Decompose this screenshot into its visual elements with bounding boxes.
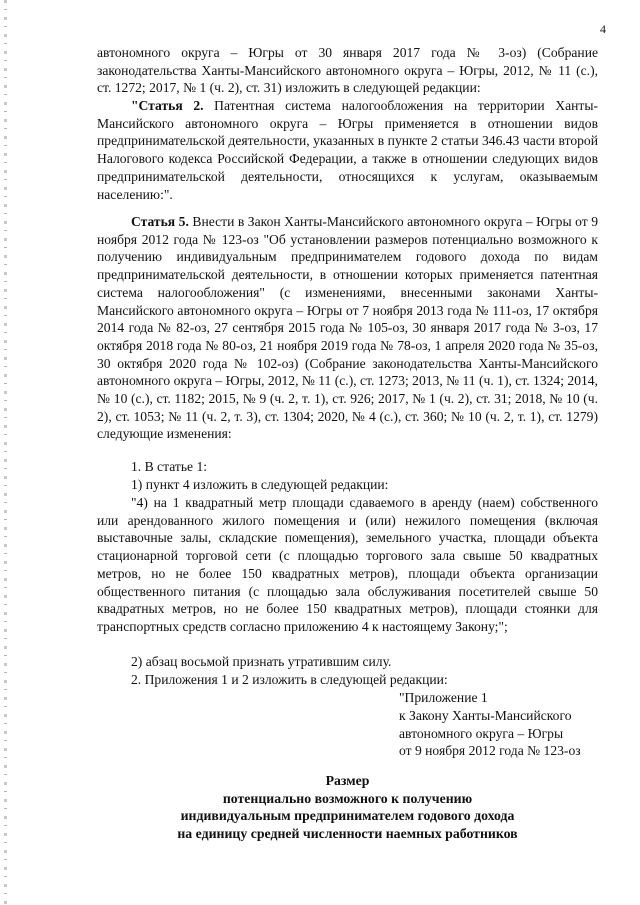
item-article-1: 1. В статье 1: bbox=[131, 459, 208, 474]
page-number: 4 bbox=[600, 22, 606, 36]
article-2-label: "Статья 2. bbox=[131, 98, 204, 113]
scan-edge-artifact bbox=[4, 0, 7, 905]
appendix-line: "Приложение 1 bbox=[399, 690, 488, 705]
heading-line: потенциально возможного к получению bbox=[222, 790, 473, 806]
appendix-line: от 9 ноября 2012 года № 123-оз bbox=[399, 743, 581, 759]
paragraph-article-2 bbox=[97, 97, 598, 203]
appendix-reference bbox=[399, 689, 581, 760]
article-5-label: Статья 5. bbox=[131, 214, 189, 229]
item-appendices: 2. Приложения 1 и 2 изложить в следующей редакции: bbox=[131, 672, 448, 687]
heading-line: на единицу средней численности наемных работников bbox=[177, 825, 518, 841]
article-5-text: Внести в Закон Ханты-Мансийского автономного округа – Югры от 9 ноября 2012 года № 123-оз "Об установлении размеров потенциально возможного к получению индивидуальным предпринимателем годового дохода по видам предпринимательской деятельности, в отношении которых применяется патентная система налогообложения" (с изменениями, внесенными законами Ханты-Мансийского автономного округа – Югры от 7 ноября 2013 года № 111-оз, 17 октября 2014 года № 82-оз, 27 сентября 2015 года № 105-оз, 30 января 2017 года № 3-оз, 17 октября 2018 года № 80-оз, 21 ноября 2019 года № 78-оз, 1 апреля 2020 года № 35-оз, 30 октября 2020 года № 102-оз) (Собрание законодательства Ханты-Мансийского автономного округа – Югры, 2012, № 11 (с.), ст. 1273; 2013, № 11 (ч. 1), ст. 1324; 2014, № 10 (с.), ст. 1182; 2015, № 9 (ч. 2, т. 1), ст. 926; 2017, № 1 (ч. 2), ст. 31; 2018, № 10 (ч. 2), ст. 1053; № 11 (ч. 2, т. 3), ст. 1304; 2020, № 4 (с.), ст. 360; № 10 (ч. 2, т. 1), ст. 1279) следующие изменения: bbox=[97, 214, 598, 442]
heading-line: Размер bbox=[325, 773, 370, 788]
appendix-line: автономного округа – Югры bbox=[399, 725, 564, 741]
article-2-text: Патентная система налогообложения на территории Ханты-Мансийского автономного округа – Югры применяется в отношении видов предпринимательской деятельности, указанных в пункте 2 статьи 346.43 части второй Налогового кодекса Российской Федерации, а также в отношении следующих видов предпринимательской деятельности, относящихся к услугам, оказываемым населению:". bbox=[97, 98, 598, 202]
paragraph-continuation: автономного округа – Югры от 30 января 2017 года № 3-оз) (Собрание законодательства Ханты-Мансийского автономного округа – Югры, 2012, № 11 (с.), ст. 1272; 2017, № 1 (ч. 2), ст. 31) изложить в следующей редакции: bbox=[97, 45, 598, 96]
paragraph-point-4-text: "4) на 1 квадратный метр площади сдаваемого в аренду (наем) собственного или арендованного жилого помещения и (или) нежилого помещения (включая выставочные залы, складские помещения), земельного участка, площади объекта стационарной торговой сети (с площадью торгового зала свыше 50 квадратных метров, но не более 150 квадратных метров), площади объекта организации общественного питания (с площадью зала обслуживания посетителей свыше 50 квадратных метров, но не более 150 квадратных метров), площади стоянки для транспортных средств согласно приложению 4 к настоящему Закону;"; bbox=[97, 495, 598, 634]
heading-line: индивидуальным предпринимателем годового дохода bbox=[180, 808, 515, 824]
item-point-4: 1) пункт 4 изложить в следующей редакции: bbox=[131, 477, 389, 492]
appendix-line: к Закону Ханты-Мансийского bbox=[399, 707, 572, 723]
section-heading bbox=[97, 772, 598, 842]
item-paragraph-8: 2) абзац восьмой признать утратившим силу. bbox=[131, 654, 392, 669]
paragraph-article-5 bbox=[97, 213, 598, 443]
